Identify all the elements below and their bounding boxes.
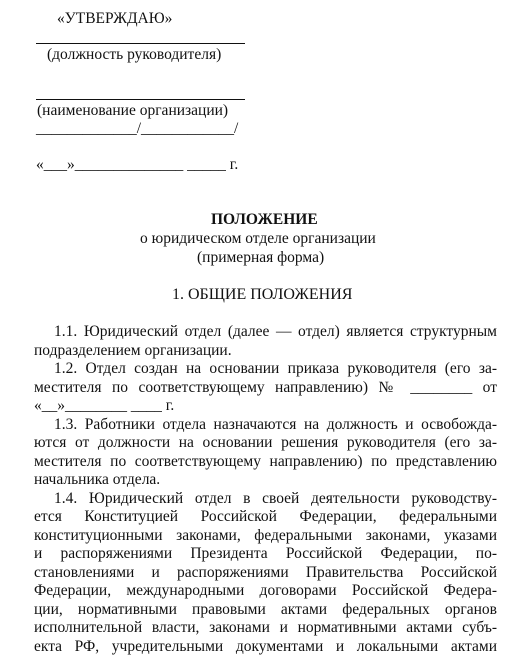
position-signature-rule: [36, 43, 245, 44]
organization-caption: (наименование организации): [37, 102, 229, 119]
organization-rule: [36, 99, 245, 100]
signature-line: _____________/____________/: [36, 120, 239, 137]
document-title: ПОЛОЖЕНИЕ: [211, 211, 318, 228]
paragraph-1-1-line-1: 1.1. Юридический отдел (далее — отдел) является структурным: [54, 323, 497, 340]
paragraph-1-1-line-2: подразделением организации.: [34, 342, 232, 359]
paragraph-1-2-line-2: местителя по соответствующему направлению) № ________ от: [34, 379, 497, 396]
paragraph-1-4-line-3: конституционными законами, федеральными законами, указами: [34, 527, 497, 544]
paragraph-1-4-line-9: екта РФ, учредительными документами и локальными актами: [34, 638, 497, 655]
position-caption: (должность руководителя): [47, 46, 222, 63]
paragraph-1-2-line-3: «__»________ ____ г.: [34, 397, 175, 414]
paragraph-1-4-line-6: Федерации, международными договорами Российской Федера-: [34, 582, 497, 599]
paragraph-1-3-line-2: ются от должности на основании решения руководителя (его за-: [34, 434, 497, 451]
paragraph-1-4-line-2: ется Конституцией Российской Федерации, федеральными: [34, 508, 497, 525]
document-subtitle: о юридическом отделе организации: [140, 230, 376, 247]
paragraph-1-4-line-1: 1.4. Юридический отдел в своей деятельности руководству-: [54, 490, 497, 507]
paragraph-1-4-line-7: ции, нормативными правовыми актами федеральных органов: [34, 601, 497, 618]
paragraph-1-4-line-5: становлениями и распоряжениями Правительства Российской: [34, 564, 497, 581]
paragraph-1-4-line-8: исполнительной власти, законами и нормативными актами субъ-: [34, 619, 497, 636]
section-title: 1. ОБЩИЕ ПОЛОЖЕНИЯ: [172, 286, 353, 303]
paragraph-1-3-line-1: 1.3. Работники отдела назначаются на должность и освобожда-: [54, 416, 497, 433]
paragraph-1-4-line-4: и распоряжениями Президента Российской Федерации, по-: [34, 545, 497, 562]
approval-date-line: «___»______________ _____ г.: [36, 156, 239, 173]
paragraph-1-3-line-3: местителя по соответствующему направлению) по представлению: [34, 453, 497, 470]
approval-title: «УТВЕРЖДАЮ»: [57, 10, 173, 27]
form-note: (примерная форма): [197, 249, 325, 266]
paragraph-1-3-line-4: начальника отдела.: [34, 471, 161, 488]
paragraph-1-2-line-1: 1.2. Отдел создан на основании приказа руководителя (его за-: [54, 360, 497, 377]
